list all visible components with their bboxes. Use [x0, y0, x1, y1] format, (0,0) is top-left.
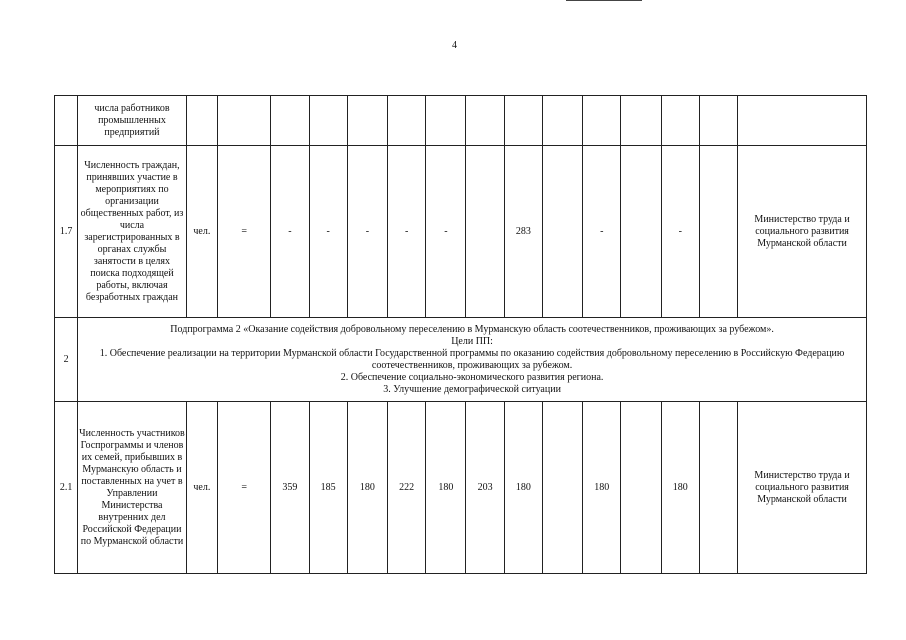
value-cell: 180	[504, 402, 542, 574]
value-cell	[621, 146, 661, 318]
subprogram-row	[55, 318, 867, 402]
table-row	[55, 402, 867, 574]
indicators-table	[54, 95, 867, 574]
indicator-name: числа работников промышленных предприятий	[78, 96, 187, 146]
value-cell	[466, 146, 504, 318]
value-cell	[542, 146, 582, 318]
goals-heading: Цели ПП:	[451, 335, 493, 347]
indicator-name: Численность граждан, принявших участие в мероприятиях по организации общественных работ, из числа зарегистрированных в органах службы занятости в целях поиска подходящей работы, включая безработных граждан	[78, 146, 187, 318]
value-cell	[542, 402, 582, 574]
responsible-cell	[738, 96, 867, 146]
value-cell	[542, 96, 582, 146]
value-cell	[621, 402, 661, 574]
value-cell: 222	[388, 402, 426, 574]
row-number	[55, 96, 78, 146]
value-cell: 185	[309, 402, 347, 574]
top-edge-mark	[566, 0, 642, 1]
value-cell: -	[309, 146, 347, 318]
value-cell: 180	[347, 402, 387, 574]
value-cell: 180	[661, 402, 699, 574]
subprogram-title: Подпрограмма 2 «Оказание содействия добровольному переселению в Мурманскую область соотечественников, проживающих за рубежом».	[170, 323, 774, 335]
value-cell	[217, 96, 270, 146]
responsible-cell: Министерство труда и социального развития Мурманской области	[738, 402, 867, 574]
value-cell: 283	[504, 146, 542, 318]
responsible-cell: Министерство труда и социального развития Мурманской области	[738, 146, 867, 318]
page-number: 4	[452, 40, 457, 51]
value-cell	[621, 96, 661, 146]
goal-item: 2. Обеспечение социально-экономического развития региона.	[340, 371, 604, 383]
goal-item: 3. Улучшение демографической ситуации	[383, 383, 561, 395]
value-cell	[504, 96, 542, 146]
value-cell	[661, 96, 699, 146]
table-row	[55, 146, 867, 318]
unit-cell: чел.	[186, 402, 217, 574]
value-cell	[699, 96, 737, 146]
value-cell	[309, 96, 347, 146]
value-cell	[388, 96, 426, 146]
value-cell: -	[661, 146, 699, 318]
value-cell: -	[583, 146, 621, 318]
row-number: 2.1	[55, 402, 78, 574]
value-cell: 359	[271, 402, 309, 574]
value-cell	[347, 96, 387, 146]
value-cell	[699, 402, 737, 574]
value-cell: =	[217, 146, 270, 318]
table-row	[55, 96, 867, 146]
value-cell: -	[426, 146, 466, 318]
value-cell: 180	[583, 402, 621, 574]
value-cell: -	[271, 146, 309, 318]
value-cell	[699, 146, 737, 318]
value-cell	[271, 96, 309, 146]
value-cell: 180	[426, 402, 466, 574]
unit-cell	[186, 96, 217, 146]
row-number: 2	[55, 318, 78, 402]
unit-cell: чел.	[186, 146, 217, 318]
value-cell	[466, 96, 504, 146]
value-cell: =	[217, 402, 270, 574]
subprogram-description	[78, 318, 867, 402]
value-cell	[426, 96, 466, 146]
row-number: 1.7	[55, 146, 78, 318]
indicator-name: Численность участников Госпрограммы и членов их семей, прибывших в Мурманскую область и поставленных на учет в Управлении Министерства внутренних дел Российской Федерации по Мурманской области	[78, 402, 187, 574]
goal-item: 1. Обеспечение реализации на территории Мурманской области Государственной программы по оказанию содействия добровольному переселению в Российскую Федерацию соотечественников, проживающих за рубежом.	[99, 347, 845, 371]
value-cell: 203	[466, 402, 504, 574]
value-cell	[583, 96, 621, 146]
value-cell: -	[388, 146, 426, 318]
value-cell: -	[347, 146, 387, 318]
